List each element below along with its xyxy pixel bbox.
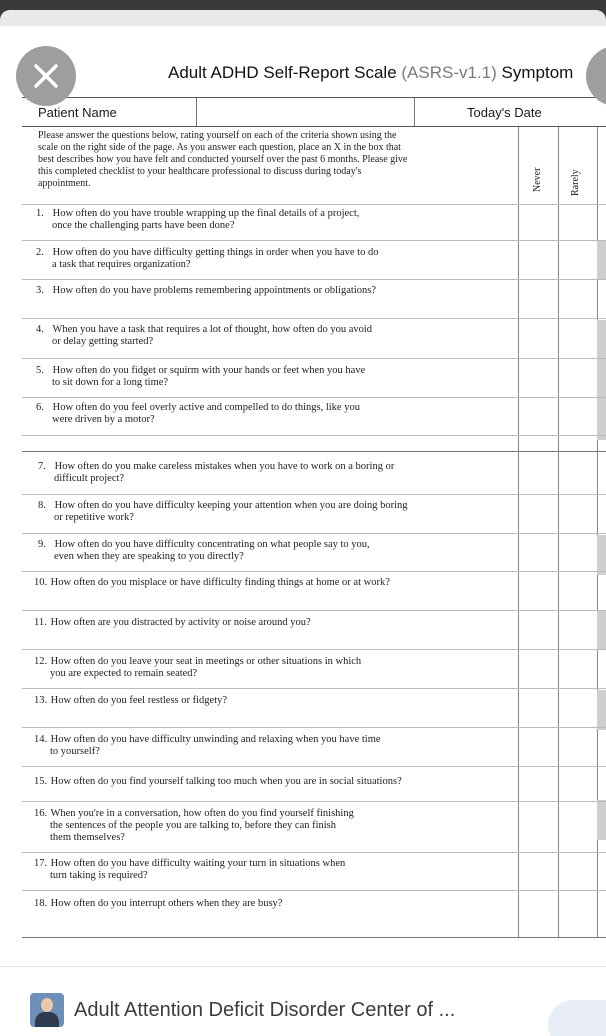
site-name-link[interactable]: Adult Attention Deficit Disorder Center of ... (74, 999, 456, 1021)
row-line (22, 688, 606, 689)
question-text-cont: you are expected to remain seated? (50, 668, 198, 679)
question-text-cont: or delay getting started? (52, 336, 154, 347)
close-button[interactable] (16, 46, 76, 106)
question-text: When you have a task that requires a lot of thought, how often do you avoid (52, 324, 373, 335)
document-title (168, 63, 573, 83)
question-number: 14. (34, 734, 48, 745)
question-text-cont: a task that requires organization? (52, 259, 191, 270)
row-line (22, 649, 606, 650)
question-text-cont: to yourself? (50, 746, 100, 757)
question-number: 11. (34, 617, 47, 628)
patient-name-label: Patient Name (38, 105, 117, 120)
question-text-cont: difficult project? (54, 473, 125, 484)
question-number: 3. (36, 285, 44, 296)
question-row (34, 898, 512, 910)
question-number: 16. (34, 808, 48, 819)
shaded-cell (597, 240, 606, 280)
row-line (22, 801, 606, 802)
question-number: 15. (34, 776, 48, 787)
row-line (22, 533, 606, 534)
row-line (22, 890, 606, 891)
question-row (38, 539, 516, 563)
question-number: 9. (38, 539, 46, 550)
question-number: 2. (36, 247, 44, 258)
question-text: How often do you feel restless or fidgety? (50, 695, 228, 706)
grid-line (518, 127, 519, 937)
question-number: 1. (36, 208, 44, 219)
row-line (22, 435, 606, 436)
instruction-line: best describes how you have felt and conducted yourself over the past 6 months. Please give (38, 154, 408, 165)
row-line (22, 571, 606, 572)
shaded-cell (597, 535, 606, 575)
question-text: How often do you have difficulty unwinding and relaxing when you have time (50, 734, 381, 745)
shaded-cell (597, 800, 606, 840)
question-row (34, 808, 512, 844)
top-bar (0, 0, 606, 26)
instruction-line: this completed checklist to your healthcare professional to discuss during today's (38, 166, 362, 177)
question-text-cont: them themselves? (50, 832, 125, 843)
section-divider (22, 451, 606, 452)
question-text-cont: were driven by a motor? (52, 414, 155, 425)
shaded-cell (597, 690, 606, 730)
question-number: 13. (34, 695, 48, 706)
row-line (22, 318, 606, 319)
question-number: 18. (34, 898, 48, 909)
shaded-cell (597, 320, 606, 440)
question-text: How often do you leave your seat in meetings or other situations in which (50, 656, 362, 667)
question-row (36, 402, 514, 426)
question-text: When you're in a conversation, how often do you find yourself finishing (50, 808, 354, 819)
question-text-cont: once the challenging parts have been done? (52, 220, 235, 231)
row-line (22, 358, 606, 359)
row-line (22, 397, 606, 398)
question-text: How often do you fidget or squirm with your hands or feet when you have (52, 365, 366, 376)
title-tail: Symptom (496, 63, 574, 82)
question-row (34, 577, 512, 589)
question-row (34, 656, 512, 680)
question-row (34, 776, 512, 788)
question-row (36, 365, 514, 389)
question-text: How often do you have difficulty keeping your attention when you are doing boring (54, 500, 408, 511)
answer-cell-rarely[interactable] (559, 205, 597, 239)
question-row (34, 858, 512, 882)
question-text: How often do you feel overly active and compelled to do things, like you (52, 402, 360, 413)
question-text-cont: even when they are speaking to you directly? (54, 551, 244, 562)
question-text: How often do you misplace or have difficulty finding things at home or at work? (50, 577, 390, 588)
question-row (36, 285, 514, 297)
question-number: 4. (36, 324, 44, 335)
instructions (38, 130, 508, 190)
question-row (36, 324, 514, 348)
row-line (22, 766, 606, 767)
question-row (38, 500, 516, 524)
row-line (22, 727, 606, 728)
question-text-cont: the sentences of the people you are talking to, before they can finish (50, 820, 337, 831)
answer-cell-never[interactable] (519, 205, 557, 239)
column-header-rarely: Rarely (570, 169, 581, 196)
question-number: 7. (38, 461, 46, 472)
top-bar-edge (0, 10, 606, 26)
question-row (34, 734, 512, 758)
question-row (36, 247, 514, 271)
question-number: 6. (36, 402, 44, 413)
column-header-never: Never (532, 167, 543, 192)
question-number: 12. (34, 656, 48, 667)
todays-date-label: Today's Date (467, 105, 542, 120)
question-row (34, 695, 512, 707)
question-number: 10. (34, 577, 48, 588)
question-text: How often are you distracted by activity or noise around you? (50, 617, 311, 628)
question-text-cont: turn taking is required? (50, 870, 148, 881)
row-line (22, 279, 606, 280)
question-text: How often do you have problems remembering appointments or obligations? (52, 285, 377, 296)
instruction-line: Please answer the questions below, rating yourself on each of the criteria shown using the (38, 130, 397, 141)
question-text: How often do you have trouble wrapping up the final details of a project, (52, 208, 360, 219)
question-text-cont: to sit down for a long time? (52, 377, 169, 388)
question-text: How often do you have difficulty getting things in order when you have to do (52, 247, 379, 258)
close-icon (32, 62, 60, 90)
question-text: How often do you find yourself talking too much when you are in social situations? (50, 776, 402, 787)
question-row (38, 461, 516, 485)
question-text: How often do you interrupt others when they are busy? (50, 898, 283, 909)
row-line (22, 852, 606, 853)
question-text: How often do you have difficulty concentrating on what people say to you, (54, 539, 370, 550)
grid-line (558, 127, 559, 937)
question-text-cont: or repetitive work? (54, 512, 134, 523)
row-line (22, 494, 606, 495)
question-number: 8. (38, 500, 46, 511)
visit-button[interactable] (548, 1000, 606, 1036)
question-row (36, 208, 514, 232)
title-version: (ASRS-v1.1) (401, 63, 497, 82)
row-line (22, 240, 606, 241)
table-bottom (22, 937, 606, 938)
title-main: Adult ADHD Self-Report Scale (168, 63, 402, 82)
instruction-line: scale on the right side of the page. As you answer each question, place an X in the box that (38, 142, 401, 153)
question-number: 17. (34, 858, 48, 869)
question-text: How often do you have difficulty waiting your turn in situations when (50, 858, 346, 869)
shaded-cell (597, 610, 606, 650)
question-text: How often do you make careless mistakes when you have to work on a boring or (54, 461, 395, 472)
row-line (22, 610, 606, 611)
question-number: 5. (36, 365, 44, 376)
instruction-line: appointment. (38, 178, 91, 189)
site-avatar-icon (30, 993, 64, 1027)
question-row (34, 617, 512, 629)
